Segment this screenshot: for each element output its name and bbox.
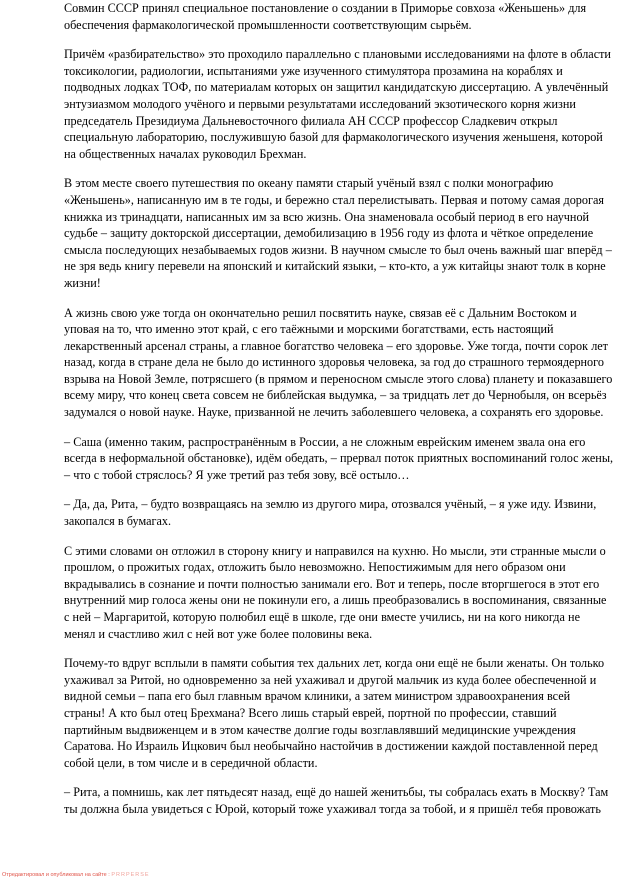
paragraph-1: Совмин СССР принял специальное постановление о создании в Приморье совхоза «Женьшень» для обеспечения фармакологической промышленности соответствующим сырьём. [64,1,587,32]
paragraph-9: – Рита, а помнишь, как лет пятьдесят назад, ещё до нашей женитьбы, ты собралась ехать в Москву? Там ты должна была увидеться с Юрой, который тоже ухаживал тогда за тобой, и я пришёл тебя провожать [64,785,609,816]
footer-text: Отредактировал и опубликовал на сайте : [2,872,110,878]
paragraph-3: В этом месте своего путешествия по океану памяти старый учёный взял с полки монографию «Женьшень», написанную им в те годы, и бережно стал перелистывать. Первая и потому самая дорогая книжка из тринадцати, написанных им за всю жизнь. Она знаменовала особый период в его научной судьбе – защиту докторской диссертации, демобилизацию в 1956 году из флота и чёткое определение смысла последующих незабываемых годов жизни. В научном смысле то был очень важный шаг вперёд – не зря ведь книгу перевели на японский и китайский языки, – кто-кто, а уж китайцы знают толк в корне жизни! [64,176,612,290]
paragraph-5: – Саша (именно таким, распространённым в России, а не сложным еврейским именем звала она его всегда в неформальной обстановке), идём обедать, – прервал поток приятных воспоминаний голос жены, – что с тобой стряслось? Я уже третий раз тебя зову, всё остыло… [64,434,614,482]
paragraph-4: А жизнь свою уже тогда он окончательно решил посвятить науке, связав её с Дальним Востоком и уповая на то, что именно этот край, с его таёжными и морскими богатствами, есть настоящий лекарственный арсенал страны, а главное богатство человека – его здоровье. Уже тогда, почти сорок лет назад, когда в стране дела не было до истинного здоровья человека, за год до страшного термоядерного взрыва на Новой Земле, потрясшего (в прямом и переносном смысле этого слова) планету и показавшего всему миру, что конец света совсем не библейская выдумка, – за тридцать лет до Чернобыля, он всерьёз задумался о новой науке. Науке, призванной не лечить заболевшего человека, а сохранять его здоровье. [64,305,613,420]
paragraph-6: – Да, да, Рита, – будто возвращаясь на землю из другого мира, отозвался учёный, – я уже иду. Извини, закопался в бумагах. [64,497,597,529]
paragraph-7: С этими словами он отложил в сторону книгу и направился на кухню. Но мысли, эти странные мысли о прошлом, о прожитых годах, отложить было невозможно. Непостижимым для него образом они вкрадывались в сознание и почти полностью занимали его. Вот и теперь, после вторгшегося в этот его внутренний мир голоса жены они не покинули его, а лишь преобразовались в воспоминания, связанные с ней – Маргаритой, которую полюбил ещё в школе, где они вместе учились, ни на кого никогда не менял и счастливо жил с ней вот уже более половины века. [64,543,607,641]
paragraph-8: Почему-то вдруг всплыли в памяти события тех дальних лет, когда они ещё не были женаты. Он только ухаживал за Ритой, но одновременно за ней ухаживал и другой мальчик из куда более обеспеченной и видной семьи – папа его был главным врачом клиники, а затем министром здравоохранения всей страны! А кто был отец Брехмана? Всего лишь старый еврей, портной по профессии, ставший партийным выдвиженцем и в этом качестве долгие годы возглавлявший медицинские учреждения Саратова. Но Израиль Ицкович был необычайно настойчив в достижении каждой поставленной перед собой цели, в том числе и в середичной области. [64,656,605,770]
paragraph-2: Причём «разбирательство» это проходило параллельно с плановыми исследованиями на флоте в области токсикологии, радиологии, испытаниями уже изученного стимулятора прозамина на кораблях и подводных лодках ТОФ, по материалам которых он защитил кандидатскую диссертацию. А увлечённый энтузиазмом молодого учёного и первыми результатами исследований экзотического корня жизни председатель Президиума Дальневосточного филиала АН СССР профессор Сладкевич открыл специальную лабораторию, послужившую базой для фармакологического изучения женьшеня, которой на общественных началах руководил Брехман. [64,47,611,161]
publisher-footer [2,872,150,879]
footer-site: PRRPERSE [111,872,150,878]
document-page [64,0,614,818]
